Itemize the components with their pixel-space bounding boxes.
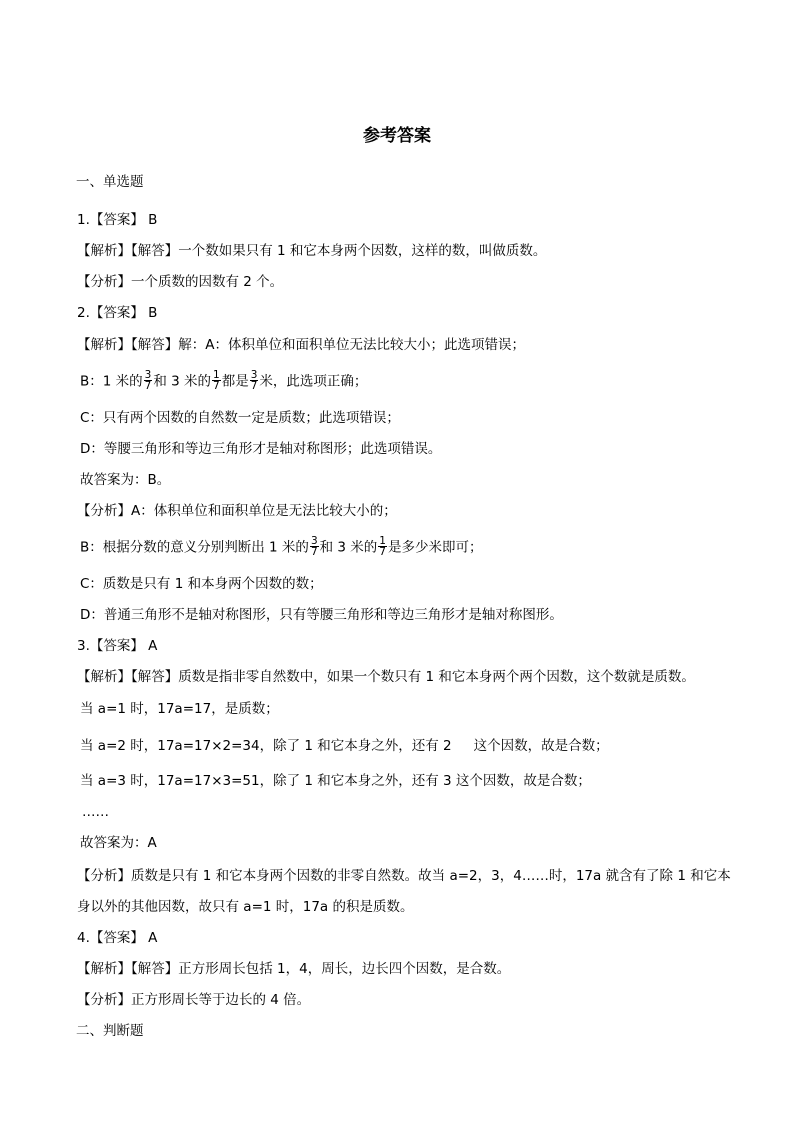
fraction-numerator: 1	[379, 535, 386, 547]
q2-option-b-line	[80, 371, 367, 392]
text-segment: 这个因数，故是合数；	[473, 738, 609, 754]
section-heading-single-choice: 一、单选题	[76, 174, 144, 190]
fraction-numerator: 3	[310, 535, 318, 547]
q3-analysis: 【解析】【解答】质数是指非零自然数中，如果一个数只有 1 和它本身两个两个因数，这个数就是质数。	[77, 669, 695, 685]
fraction	[250, 370, 259, 391]
text-segment: 都是	[221, 373, 249, 390]
fraction	[310, 536, 319, 557]
fraction-denominator: 7	[310, 546, 318, 558]
text-segment: 和 3 米的	[153, 373, 212, 390]
q2-note-a: 【分析】A：体积单位和面积单位是无法比较大小的；	[77, 503, 397, 519]
q2-option-c-line: C：只有两个因数的自然数一定是质数；此选项错误；	[80, 410, 400, 426]
q4-note: 【分析】正方形周长等于边长的 4 倍。	[77, 992, 311, 1008]
fraction-numerator: 3	[144, 369, 152, 381]
fraction-numerator: 3	[250, 369, 258, 381]
text-segment: 和 3 米的	[319, 539, 378, 556]
q1-answer: 1.【答案】 B	[77, 212, 158, 228]
fraction-denominator: 7	[213, 380, 220, 392]
q2-option-d-line: D：等腰三角形和等边三角形才是轴对称图形；此选项错误。	[80, 441, 442, 457]
q3-case-1: 当 a=1 时，17a=17，是质数；	[80, 701, 279, 717]
q3-note-line-1: 【分析】质数是只有 1 和它本身两个因数的非零自然数。故当 a=2，3，4……时，17a 就含有了除 1 和它本	[77, 868, 731, 884]
fraction	[212, 370, 221, 391]
q3-ellipsis: ……	[82, 804, 109, 820]
q4-analysis: 【解析】【解答】正方形周长包括 1，4，周长，边长四个因数，是合数。	[77, 961, 511, 977]
fraction-denominator: 7	[379, 546, 386, 558]
q2-note-c: C：质数是只有 1 和本身两个因数的数；	[80, 576, 323, 592]
fraction-numerator: 1	[213, 369, 220, 381]
q3-conclusion: 故答案为：A	[80, 835, 157, 851]
text-segment: B：1 米的	[80, 373, 143, 390]
text-segment: 米，此选项正确；	[259, 373, 368, 390]
fraction	[378, 536, 387, 557]
q2-conclusion: 故答案为：B。	[80, 472, 171, 488]
q2-note-d: D：普通三角形不是轴对称图形，只有等腰三角形和等边三角形才是轴对称图形。	[80, 607, 563, 623]
page-title: 参考答案	[363, 126, 431, 146]
q2-analysis-intro: 【解析】【解答】解：A：体积单位和面积单位无法比较大小；此选项错误；	[77, 337, 525, 353]
fraction-denominator: 7	[250, 380, 258, 392]
fraction	[144, 370, 153, 391]
text-segment: B：根据分数的意义分别判断出 1 米的	[80, 539, 309, 556]
q1-note: 【分析】一个质数的因数有 2 个。	[77, 274, 284, 290]
text-segment: 当 a=2 时，17a=17×2=34，除了 1 和它本身之外，还有 2	[80, 738, 452, 754]
fraction-denominator: 7	[144, 380, 152, 392]
q3-case-3: 当 a=3 时，17a=17×3=51，除了 1 和它本身之外，还有 3 这个因数，故是合数；	[80, 773, 591, 789]
q2-note-b-line	[80, 537, 482, 558]
q3-case-2	[80, 737, 609, 755]
q3-note-line-2: 身以外的其他因数，故只有 a=1 时，17a 的积是质数。	[77, 899, 414, 915]
section-heading-true-false: 二、判断题	[76, 1023, 144, 1039]
text-segment: 是多少米即可；	[387, 539, 483, 556]
q4-answer: 4.【答案】 A	[77, 930, 158, 946]
q3-answer: 3.【答案】 A	[77, 638, 158, 654]
q2-answer: 2.【答案】 B	[77, 305, 158, 321]
q1-analysis: 【解析】【解答】一个数如果只有 1 和它本身两个因数，这样的数，叫做质数。	[77, 243, 547, 259]
